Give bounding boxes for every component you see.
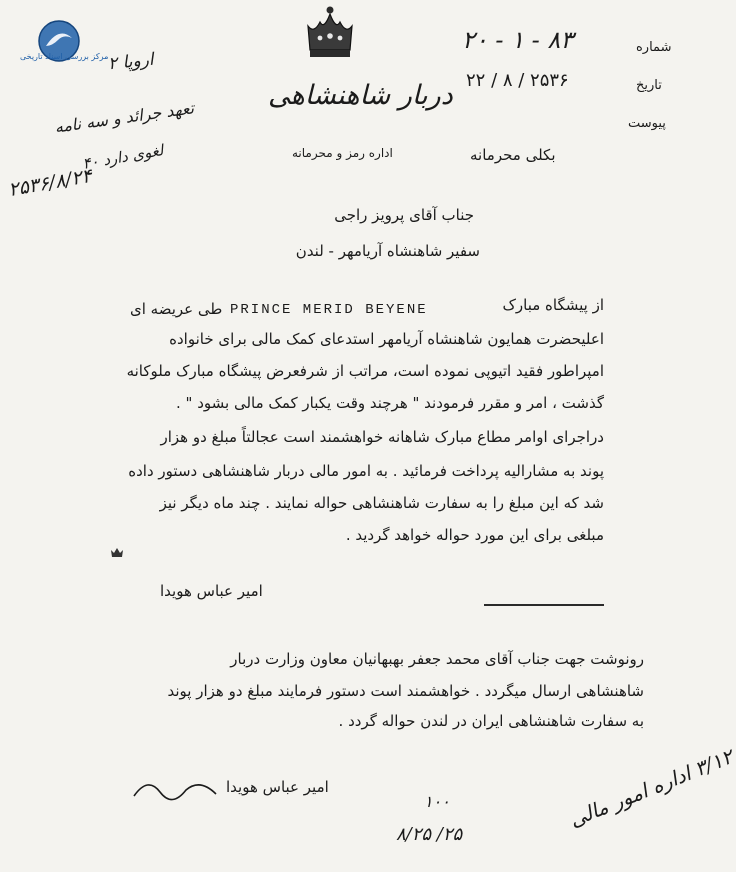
attachment-label: پیوست <box>628 116 666 131</box>
body-line-6: پوند به مشارالیه پرداخت فرمائید . به امور مالی دربار شاهنشاهی دستور داده <box>128 462 604 480</box>
number-value: ۸۳ - ۱ - ۲۰ <box>462 26 574 54</box>
footer-number: ۱۰۰ <box>424 792 450 811</box>
date-value: ۲۵۳۶ / ۸ / ۲۲ <box>466 70 569 91</box>
copy-line-1: رونوشت جهت جناب آقای محمد جعفر بهبهانیان معاون وزارت دربار <box>230 650 644 668</box>
body-line-1a: از پیشگاه مبارک <box>502 296 604 314</box>
body-line-1b: طی عریضه ای <box>130 300 223 318</box>
crown-emblem-icon <box>302 4 358 64</box>
office-name: اداره رمز و محرمانه <box>292 146 393 160</box>
divider-rule <box>484 604 604 606</box>
body-line-7: شد که این مبلغ را به سفارت شاهنشاهی حواله نمایند . چند ماه دیگر نیز <box>159 494 604 512</box>
signature-2: امیر عباس هویدا <box>226 778 329 796</box>
copy-line-2: شاهنشاهی ارسال میگردد . خواهشمند است دستور فرمایند مبلغ دو هزار پوند <box>167 682 644 700</box>
address-line-1: جناب آقای پرویز راجی <box>334 206 474 224</box>
margin-note-3: لغوی دارد ۴۰ <box>81 141 165 173</box>
handwritten-signature-scribble <box>130 770 220 810</box>
signature-1: امیر عباس هویدا <box>160 582 263 600</box>
body-line-8: مبلغی برای این مورد حواله خواهد گردید . <box>345 526 604 544</box>
body-line-1-latin: PRINCE MERID BEYENE <box>230 302 428 318</box>
date-label: تاریخ <box>636 78 662 93</box>
body-line-5: دراجرای اوامر مطاع مبارک شاهانه خواهشمند است عجالتاً مبلغ دو هزار <box>160 428 604 446</box>
margin-note-1: اروپا ۲ <box>107 49 155 75</box>
small-crown-icon <box>110 546 124 560</box>
classification: بکلی محرمانه <box>470 146 556 164</box>
body-line-4: گذشت ، امر و مقرر فرمودند " هرچند وقت یکبار کمک مالی بشود " . <box>176 394 604 412</box>
court-name: دربار شاهنشاهی <box>268 80 453 111</box>
margin-note-date: ۲۵۳۶/۸/۲۴ <box>6 164 94 202</box>
body-line-3: امپراطور فقید اتیوپی نموده است، مراتب از شرفعرض پیشگاه مبارک ملوکانه <box>126 362 604 380</box>
copy-line-3: به سفارت شاهنشاهی ایران در لندن حواله گردد . <box>338 712 644 730</box>
body-line-2: اعلیحضرت همایون شاهنشاه آریامهر استدعای کمک مالی برای خانواده <box>169 330 604 348</box>
number-label: شماره <box>636 40 672 55</box>
watermark-text: مرکز بررسی اسناد تاریخی <box>20 52 109 61</box>
footer-date: ۲۵/ ۸/۲۵ <box>396 824 463 845</box>
address-line-2: سفیر شاهنشاه آریامهر - لندن <box>295 242 480 260</box>
margin-note-2: تعهد جرائد و سه نامه <box>53 98 196 137</box>
footer-right-note: ۳/۱۲ اداره امور مالی <box>565 744 736 832</box>
